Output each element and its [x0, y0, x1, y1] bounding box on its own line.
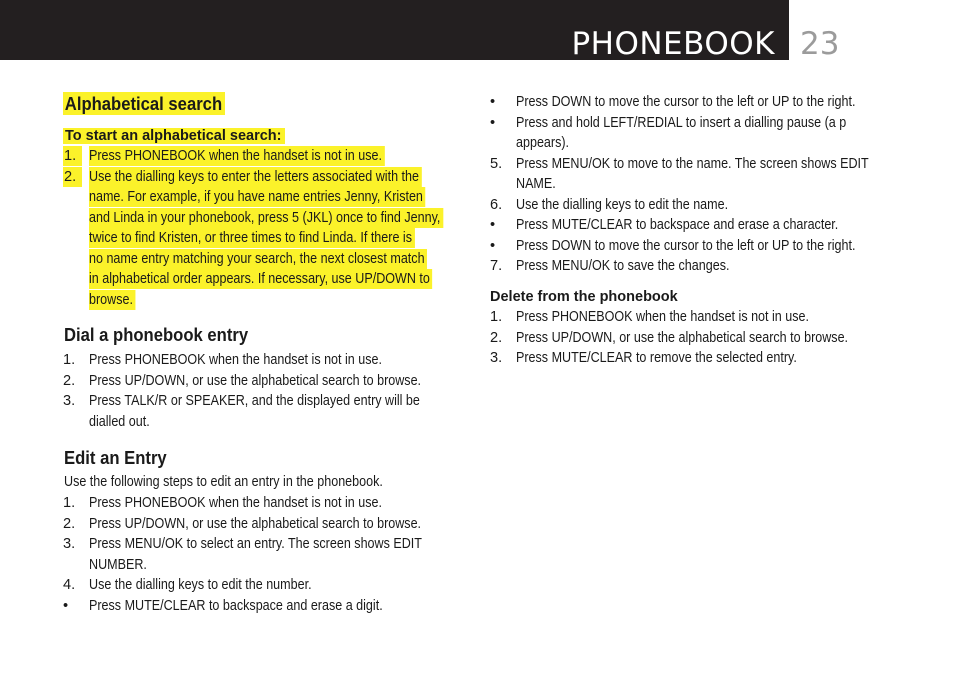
step-text-line: Press UP/DOWN, or use the alphabetical search to browse. [89, 372, 422, 389]
step-marker: 2. [490, 329, 503, 346]
step-marker: • [490, 217, 496, 233]
step-text-line: Use the dialling keys to edit the number. [89, 577, 312, 593]
section-heading-delete-entry: Delete from the phonebook [490, 289, 678, 305]
step-text-line: name. For example, if you have name entries Jenny, Kristen [89, 187, 426, 207]
header-bar [0, 0, 789, 60]
step-text-line: Press UP/DOWN, or use the alphabetical search to browse. [89, 515, 422, 532]
step-text-line: Press MUTE/CLEAR to remove the selected entry. [516, 350, 797, 366]
step-text-line: Press TALK/R or SPEAKER, and the displayed entry will be [89, 393, 420, 409]
step-marker: 2. [63, 515, 76, 532]
step-text-line: Press UP/DOWN, or use the alphabetical search to browse. [516, 329, 849, 346]
step-text-line: Use the dialling keys to edit the name. [516, 196, 729, 213]
step-marker: 1. [63, 146, 82, 166]
step-marker: 2. [63, 167, 82, 187]
step-text-line: Press PHONEBOOK when the handset is not in use. [89, 146, 385, 166]
step-marker: 1. [63, 495, 76, 511]
step-text-line: in alphabetical order appears. If necessary, use UP/DOWN to [89, 269, 432, 289]
step-marker: • [63, 597, 69, 614]
step-text-line: NAME. [516, 176, 556, 192]
step-marker: 3. [63, 393, 76, 409]
step-text-line: browse. [89, 290, 136, 310]
step-text-line: Press DOWN to move the cursor to the left or UP to the right. [516, 94, 856, 110]
step-text-line: Press MUTE/CLEAR to backspace and erase a digit. [89, 597, 383, 614]
section-heading-alphabetical-search: Alphabetical search [63, 93, 225, 115]
step-text-line: Press MENU/OK to move to the name. The screen shows EDIT [516, 155, 869, 172]
step-text-line: Press and hold LEFT/REDIAL to insert a dialling pause (a p [516, 114, 847, 131]
step-marker: • [490, 94, 496, 110]
step-marker: 7. [490, 258, 503, 274]
step-text-line: appears). [516, 135, 570, 151]
page-number: 23 [800, 26, 840, 62]
step-text-line: no name entry matching your search, the next closest match [89, 249, 427, 269]
step-marker: 3. [490, 350, 503, 366]
step-text-line: Press MUTE/CLEAR to backspace and erase a character. [516, 217, 839, 233]
step-marker: 6. [490, 196, 503, 213]
step-text-line: Press MENU/OK to select an entry. The screen shows EDIT [89, 536, 422, 552]
step-marker: 1. [63, 352, 76, 368]
step-text-line: Use the dialling keys to enter the letters associated with the [89, 167, 422, 187]
step-text-line: NUMBER. [89, 556, 147, 573]
step-marker: 3. [63, 536, 76, 552]
step-text-line: Press PHONEBOOK when the handset is not in use. [89, 352, 382, 368]
step-marker: 1. [490, 309, 503, 325]
step-text-line: Press MENU/OK to save the changes. [516, 258, 730, 274]
section-heading-edit-entry: Edit an Entry [64, 447, 167, 468]
step-text-line: and Linda in your phonebook, press 5 (JKL) once to find Jenny, [89, 208, 443, 228]
page-title: PHONEBOOK [571, 26, 775, 62]
step-marker: • [490, 237, 496, 254]
section-heading-dial-entry: Dial a phonebook entry [64, 324, 249, 345]
step-marker: 5. [490, 155, 503, 172]
step-text-line: twice to find Kristen, or three times to find Linda. If there is [89, 228, 415, 248]
step-text-line: Press DOWN to move the cursor to the left or UP to the right. [516, 237, 856, 254]
step-marker: • [490, 114, 496, 131]
edit-entry-intro: Use the following steps to edit an entry in the phonebook. [64, 474, 383, 490]
step-marker: 4. [63, 577, 76, 593]
step-text-line: Press PHONEBOOK when the handset is not in use. [89, 495, 382, 511]
step-text-line: dialled out. [89, 413, 150, 430]
subheading-start-alphabetical-search: To start an alphabetical search: [63, 127, 285, 145]
step-text-line: Press PHONEBOOK when the handset is not in use. [516, 309, 809, 325]
step-marker: 2. [63, 372, 76, 389]
